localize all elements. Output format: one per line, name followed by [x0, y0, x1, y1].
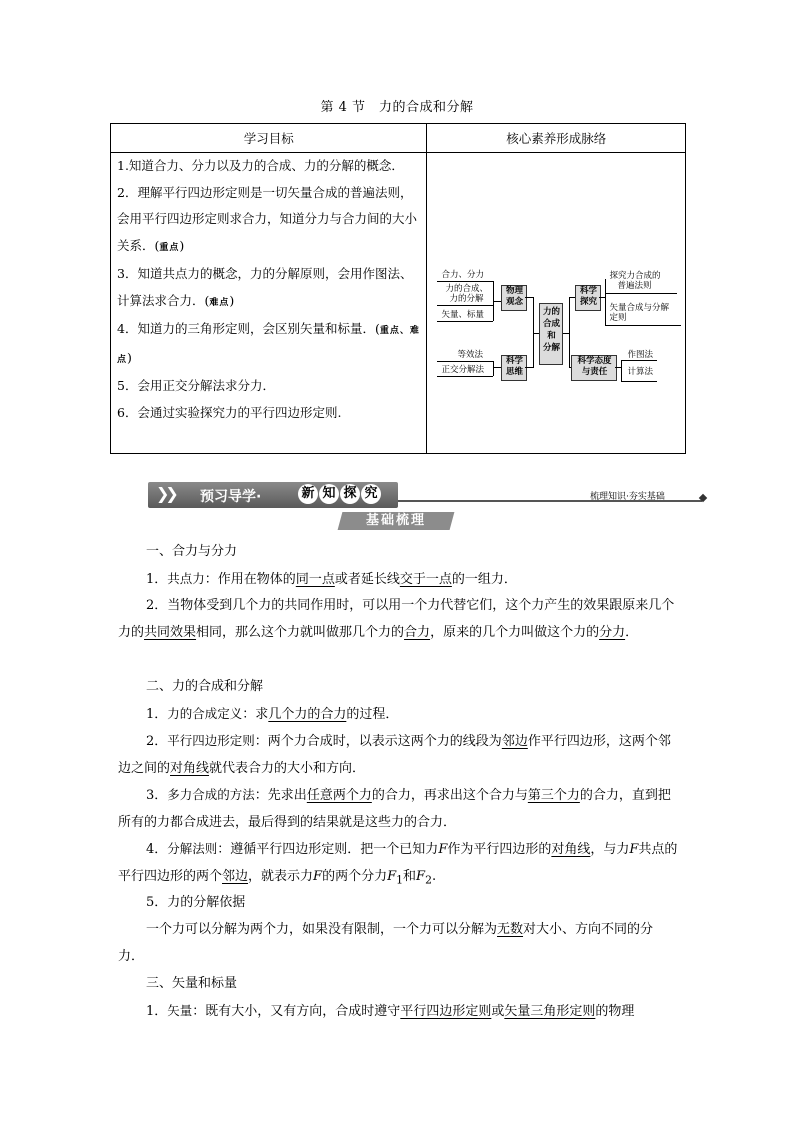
para-4: 2．平行四边形定则：两个力合成时，以表示这两个力的线段为邻边作平行四边形，这两个邻边之间的对角线就代表合力的大小和方向．	[118, 733, 671, 776]
goal-item: 3．知道共点力的概念，力的分解原则，会用作图法、计算法求合力．(难点)	[117, 266, 413, 308]
goal-item: 4．知道力的三角形定则，会区别矢量和标量．(重点、难点)	[117, 321, 420, 365]
heading-1: 一、合力与分力	[146, 544, 238, 559]
box-scientific-inquiry: 科学 探究	[575, 285, 601, 311]
goals-cell	[111, 153, 427, 454]
mm-tanjiu: 探究力合成的	[609, 271, 661, 281]
col-header-map: 核心素养形成脉络	[427, 124, 686, 153]
para-5: 3．多力合成的方法：先求出任意两个力的合力，再求出这个合力与第三个力的合力，直到把所有的力都合成进去，最后得到的结果就是这些力的合力．	[118, 787, 671, 830]
tag-key: 重点	[159, 242, 180, 253]
mm-zhengjiao: 正交分解法	[441, 365, 484, 375]
goal-item: 6．会通过实验探究力的平行四边形定则.	[117, 404, 342, 420]
sub-banner: 基础梳理	[338, 512, 455, 530]
box-scientific-thinking: 科学 思维	[501, 355, 527, 381]
mindmap-cell	[427, 153, 686, 454]
section-title: 第 4 节 力的合成和分解	[320, 100, 474, 115]
box-center-topic: 力的 合成 和 分解	[539, 303, 563, 365]
para-7: 5．力的分解依据	[146, 895, 246, 910]
para-3: 1．力的合成定义：求几个力的合力的过程．	[146, 706, 399, 722]
para-1: 1．共点力：作用在物体的同一点或者延长线交于一点的一组力．	[146, 571, 517, 587]
para-2: 2．当物体受到几个力的共同作用时，可以用一个力代替它们，这个力产生的效果跟原来几个力的共同效果相同，那么这个力就叫做那几个力的合力，原来的几个力叫做这个力的分力．	[118, 598, 675, 640]
goal-item: 1.知道合力、分力以及力的合成、力的分解的概念．	[117, 158, 404, 173]
box-physics-concept: 物理 观念	[501, 285, 527, 311]
mm-shiliang: 矢量、标量	[441, 310, 484, 320]
mm-hecheng: 力的合成、	[445, 284, 488, 294]
mm-jisuan: 计算法	[627, 367, 653, 377]
col-header-goals: 学习目标	[111, 124, 427, 153]
para-9: 1．矢量：既有大小，又有方向，合成时遵守平行四边形定则或矢量三角形定则的物理	[146, 1003, 635, 1019]
objectives-table	[110, 123, 686, 454]
banner-title: 预习导学·	[200, 489, 262, 505]
mm-fenjie: 力的分解	[449, 294, 484, 304]
preview-banner	[148, 482, 398, 508]
mm-dengxiao: 等效法	[457, 350, 483, 360]
goal-item: 5．会用正交分解法求分力．	[117, 378, 275, 393]
tag-difficult: 难点	[209, 297, 230, 308]
mm-hefen: 合力、分力	[441, 270, 484, 280]
mm-zuotu: 作图法	[627, 350, 653, 360]
heading-2: 二、力的合成和分解	[146, 679, 264, 694]
mm-pubian: 普遍法则	[617, 281, 652, 291]
banner-circles: 新 知 探 究	[298, 484, 381, 504]
goal-item: 2．理解平行四边形定则是一切矢量合成的普遍法则，会用平行四边形定则求合力，知道分力与合力间的大小关系．(重点)	[117, 184, 418, 253]
tag-key-difficult: 重点、难点	[117, 326, 420, 365]
para-8: 一个力可以分解为两个力，如果没有限制，一个力可以分解为无数对大小、方向不同的分力．	[118, 922, 654, 964]
para-6: 4．分解法则：遵循平行四边形定则．把一个已知力F作为平行四边形的对角线，与力F共点的平行四边形的两个邻边，就表示力F的两个分力$F_1$和$F_2$.	[118, 841, 678, 887]
heading-3: 三、矢量和标量	[146, 976, 238, 991]
mm-dingze: 定则	[609, 313, 627, 323]
mm-shiliang-hecheng: 矢量合成与分解	[609, 303, 669, 313]
banner-subtitle: 梳理知识·夯实基础	[590, 492, 665, 502]
box-attitude-responsibility: 科学态度 与责任	[571, 355, 617, 381]
chevron-right-icon: ❯❯	[156, 484, 175, 503]
